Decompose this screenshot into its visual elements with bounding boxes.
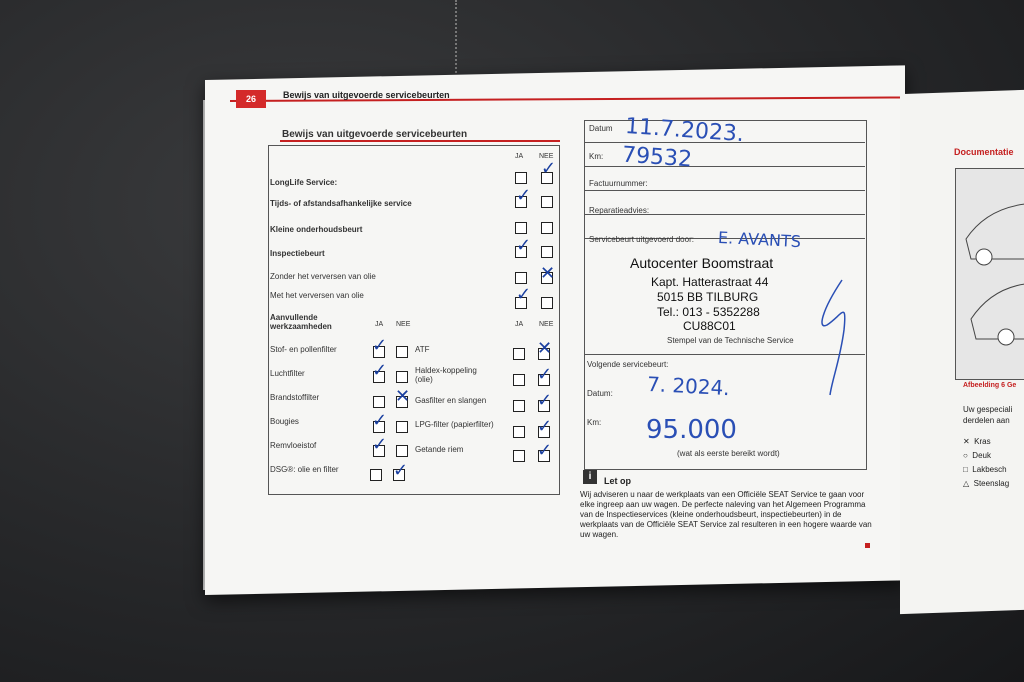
row-kleine: Kleine onderhoudsbeurt (270, 225, 363, 234)
item-lpg: LPG-filter (papierfilter) (415, 420, 494, 429)
item-haldex: Haldex-koppeling (olie) (415, 366, 477, 384)
item-brandstof: Brandstoffilter (270, 393, 320, 402)
page-header-title: Bewijs van uitgevoerde servicebeurten (283, 90, 450, 100)
datum2-value: 7. 2024. (646, 371, 731, 401)
checkmark-icon: ✓ (541, 158, 557, 179)
legend-label: Steenslag (973, 479, 1010, 488)
checkbox-dsg-ja[interactable] (370, 469, 382, 481)
item-dsg: DSG®: olie en filter (270, 465, 339, 474)
legend-label: Lakbesch (972, 465, 1007, 474)
checkmark-icon: ✕ (540, 263, 556, 284)
checkbox-kleine-ja[interactable] (515, 222, 527, 234)
checkmark-icon: ✓ (516, 235, 532, 256)
ja-header: JA (515, 153, 524, 160)
circle-icon: ○ (963, 451, 968, 460)
datum-label: Datum (589, 124, 613, 133)
item-lucht: Luchtfilter (270, 369, 305, 378)
checkbox-haldex-ja[interactable] (513, 374, 525, 386)
rightpage-caption: Afbeelding 6 Ge (963, 382, 1017, 389)
item-gasfilter: Gasfilter en slangen (415, 396, 487, 405)
checkbox-tijds-nee[interactable] (541, 196, 553, 208)
legend-kras (963, 437, 991, 446)
signature (812, 270, 862, 400)
divider (585, 190, 865, 191)
uitgevoerd-value: E. AVANTS (717, 227, 802, 252)
checkbox-bougies-nee[interactable] (396, 421, 408, 433)
checkmark-icon: ✓ (537, 416, 553, 437)
checkmark-icon: ✓ (372, 335, 388, 356)
checkbox-brandstof-ja[interactable] (373, 396, 385, 408)
datum2-label: Datum: (587, 389, 613, 398)
checkbox-met-nee[interactable] (541, 297, 553, 309)
km2-note: (wat als eerste bereikt wordt) (677, 449, 780, 458)
section-title-rule (280, 140, 560, 142)
checkmark-icon: ✓ (537, 440, 553, 461)
rightpage-line-1: Uw gespeciali (963, 405, 1013, 414)
nee-header-3: NEE (539, 321, 554, 328)
checkmark-icon: ✓ (516, 284, 532, 305)
rightpage-line-2: derdelen aan (963, 416, 1010, 425)
row-longlife: LongLife Service: (270, 178, 338, 187)
volgende-label: Volgende servicebeurt: (587, 360, 669, 369)
checkbox-stof-nee[interactable] (396, 346, 408, 358)
checkmark-icon: ✓ (372, 434, 388, 455)
uitgevoerd-label: Servicebeurt uitgevoerd door: (589, 235, 694, 244)
triangle-icon: △ (963, 479, 970, 488)
stamp-line-3: 5015 BB TILBURG (657, 290, 759, 304)
checkmark-icon: ✓ (537, 390, 553, 411)
checkbox-rem-nee[interactable] (396, 445, 408, 457)
legend-label: Kras (974, 437, 991, 446)
checkbox-riem-ja[interactable] (513, 450, 525, 462)
square-icon: □ (963, 465, 968, 474)
reparatie-label: Reparatieadvies: (589, 206, 650, 215)
extra-title: Aanvullende werkzaamheden (270, 313, 332, 331)
item-bougies: Bougies (270, 417, 299, 426)
checkmark-icon: ✓ (516, 185, 532, 206)
row-met-olie: Met het verversen van olie (270, 291, 364, 300)
stamp-line-4: Tel.: 013 - 5352288 (657, 305, 760, 319)
cross-icon: ✕ (963, 437, 970, 446)
checkmark-icon: ✓ (372, 410, 388, 431)
seat-seam (455, 0, 465, 85)
page-number: 26 (236, 90, 266, 108)
car-diagram (955, 168, 1024, 380)
checkbox-kleine-nee[interactable] (541, 222, 553, 234)
ja-header-2: JA (375, 321, 384, 328)
km2-value: 95.000 (646, 415, 737, 445)
legend-steen (963, 479, 1009, 488)
item-riem: Getande riem (415, 445, 464, 454)
checkbox-zonder-ja[interactable] (515, 272, 527, 284)
ja-header-3: JA (515, 321, 524, 328)
datum-value: 11.7.2023. (624, 113, 745, 148)
checkmark-icon: ✕ (537, 338, 553, 359)
checkbox-lpg-ja[interactable] (513, 426, 525, 438)
note-text: Wij adviseren u naar de werkplaats van een Officiële SEAT Service te gaan voor elke ingreep aan uw wagen. De perfecte naleving van het Algemeen Programma van de Inspectieservices (kleine onderhoudsbeurt, inspectiebeurten) in de werkplaats van de Officiële SEAT Service zal resulteren in een hogere waarde van uw wagen. (580, 490, 872, 539)
checkbox-atf-ja[interactable] (513, 348, 525, 360)
nee-header-2: NEE (396, 321, 411, 328)
km-value: 79532 (621, 142, 693, 173)
checkbox-inspectie-nee[interactable] (541, 246, 553, 258)
km-label: Km: (589, 152, 604, 161)
legend-deuk (963, 451, 991, 460)
checkbox-longlife-ja[interactable] (515, 172, 527, 184)
stamp-line-5: CU88C01 (683, 319, 736, 333)
stamp-line-2: Kapt. Hatterastraat 44 (651, 275, 769, 289)
nee-header: NEE (539, 153, 554, 160)
checkmark-icon: ✓ (393, 460, 409, 481)
row-tijds: Tijds- of afstandsafhankelijke service (270, 199, 412, 208)
item-stof: Stof- en pollenfilter (270, 345, 337, 354)
checkmark-icon: ✓ (372, 360, 388, 381)
row-inspectie: Inspectiebeurt (270, 249, 325, 258)
legend-label: Deuk (972, 451, 991, 460)
checkbox-gas-ja[interactable] (513, 400, 525, 412)
checkmark-icon: ✕ (395, 386, 411, 407)
checkmark-icon: ✓ (537, 364, 553, 385)
legend-lak (963, 465, 1007, 474)
note-title: Let op (604, 476, 631, 486)
row-zonder-olie: Zonder het verversen van olie (270, 272, 376, 281)
km2-label: Km: (587, 418, 602, 427)
checkbox-lucht-nee[interactable] (396, 371, 408, 383)
end-marker (865, 543, 870, 548)
rightpage-title: Documentatie (954, 147, 1014, 157)
stamp-caption: Stempel van de Technische Service (667, 336, 794, 345)
factuur-label: Factuurnummer: (589, 179, 648, 188)
section-title: Bewijs van uitgevoerde servicebeurten (282, 129, 468, 140)
item-remvloeistof: Remvloeistof (270, 441, 317, 450)
item-atf: ATF (415, 345, 430, 354)
stamp-line-1: Autocenter Boomstraat (630, 255, 774, 271)
info-icon: i (583, 470, 597, 484)
